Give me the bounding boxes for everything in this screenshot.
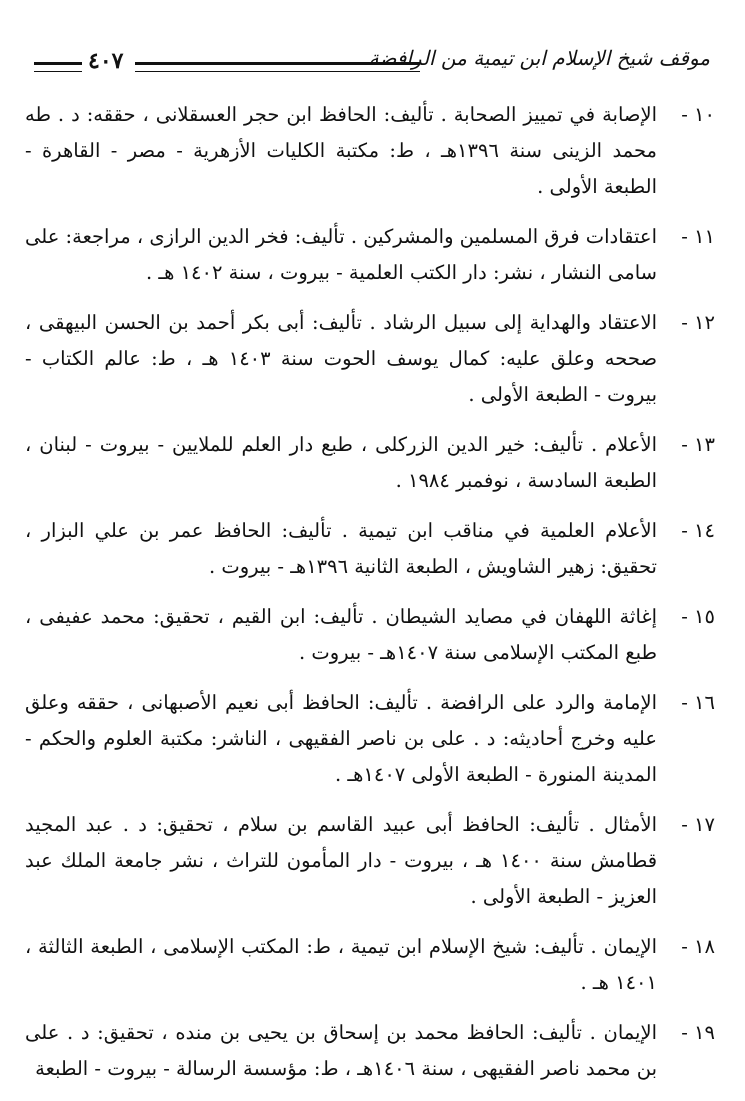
- entry-text: الاعتقاد والهداية إلى سبيل الرشاد . تأليف: أبى بكر أحمد بن الحسن البيهقى ، صححه وعلق عليه: كمال يوسف الحوت سنة ١٤٠٣ هـ ، ط: عالم الكتاب - بيروت - الطبعة الأولى .: [25, 311, 657, 406]
- bibliography-entry: [25, 427, 715, 499]
- entry-text: الأعلام . تأليف: خير الدين الزركلى ، طبع دار العلم للملايين - بيروت - لبنان ، الطبعة السادسة ، نوفمبر ١٩٨٤ .: [25, 433, 657, 492]
- header-rule-short: [34, 62, 82, 72]
- entry-number: ١٥ -: [681, 605, 715, 628]
- header-rule-long: [135, 62, 420, 72]
- entry-text: الإيمان . تأليف: شيخ الإسلام ابن تيمية ، ط: المكتب الإسلامى ، الطبعة الثالثة ، ١٤٠١ هـ .: [25, 935, 657, 994]
- bibliography-entry: [25, 1015, 715, 1087]
- entry-number: ١٠ -: [681, 103, 715, 126]
- bibliography-entry: [25, 599, 715, 671]
- bibliography-entry: [25, 685, 715, 793]
- entry-text: الأعلام العلمية في مناقب ابن تيمية . تأليف: الحافظ عمر بن علي البزار ، تحقيق: زهير الشاويش ، الطبعة الثانية ١٣٩٦هـ - بيروت .: [25, 519, 657, 578]
- entry-text: الإصابة في تمييز الصحابة . تأليف: الحافظ ابن حجر العسقلانى ، حققه: د . طه محمد الزينى سنة ١٣٩٦هـ ، ط: مكتبة الكليات الأزهرية - مصر - القاهرة - الطبعة الأولى .: [25, 103, 657, 198]
- bibliography-entry: [25, 807, 715, 915]
- bibliography-entry: [25, 513, 715, 585]
- bibliography-list: [25, 97, 715, 1101]
- bibliography-entry: [25, 929, 715, 1001]
- entry-number: ١٧ -: [681, 813, 715, 836]
- entry-text: الإيمان . تأليف: الحافظ محمد بن إسحاق بن يحيى بن منده ، تحقيق: د . على بن محمد ناصر الفقيهى ، سنة ١٤٠٦هـ ، ط: مؤسسة الرسالة - بيروت - الطبعة: [25, 1021, 657, 1080]
- entry-text: اعتقادات فرق المسلمين والمشركين . تأليف: فخر الدين الرازى ، مراجعة: على سامى النشار ، نشر: دار الكتب العلمية - بيروت ، سنة ١٤٠٢ هـ .: [25, 225, 657, 284]
- entry-number: ١٦ -: [681, 691, 715, 714]
- page-header: [30, 40, 720, 86]
- entry-number: ١٨ -: [681, 935, 715, 958]
- bibliography-entry: [25, 97, 715, 205]
- bibliography-entry: [25, 219, 715, 291]
- entry-text: إغاثة اللهفان في مصايد الشيطان . تأليف: ابن القيم ، تحقيق: محمد عفيفى ، طبع المكتب الإسلامى سنة ١٤٠٧هـ - بيروت .: [25, 605, 657, 664]
- entry-text: الإمامة والرد على الرافضة . تأليف: الحافظ أبى نعيم الأصبهانى ، حققه وعلق عليه وخرج أحاديثه: د . على بن ناصر الفقيهى ، الناشر: مكتبة العلوم والحكم - المدينة المنورة - الطبعة الأولى ١٤٠٧هـ .: [25, 691, 657, 786]
- entry-number: ١٤ -: [681, 519, 715, 542]
- entry-number: ١١ -: [681, 225, 715, 248]
- entry-text: الأمثال . تأليف: الحافظ أبى عبيد القاسم بن سلام ، تحقيق: د . عبد المجيد قطامش سنة ١٤٠٠ هـ ، بيروت - دار المأمون للتراث ، نشر جامعة الملك عبد العزيز - الطبعة الأولى .: [25, 813, 658, 908]
- bibliography-entry: [25, 305, 715, 413]
- entry-number: ١٣ -: [681, 433, 715, 456]
- entry-number: ١٢ -: [681, 311, 715, 334]
- running-title: موقف شيخ الإسلام ابن تيمية من الرافضة: [368, 46, 710, 70]
- entry-number: ١٩ -: [681, 1021, 715, 1044]
- page-number: ٤٠٧: [88, 48, 124, 74]
